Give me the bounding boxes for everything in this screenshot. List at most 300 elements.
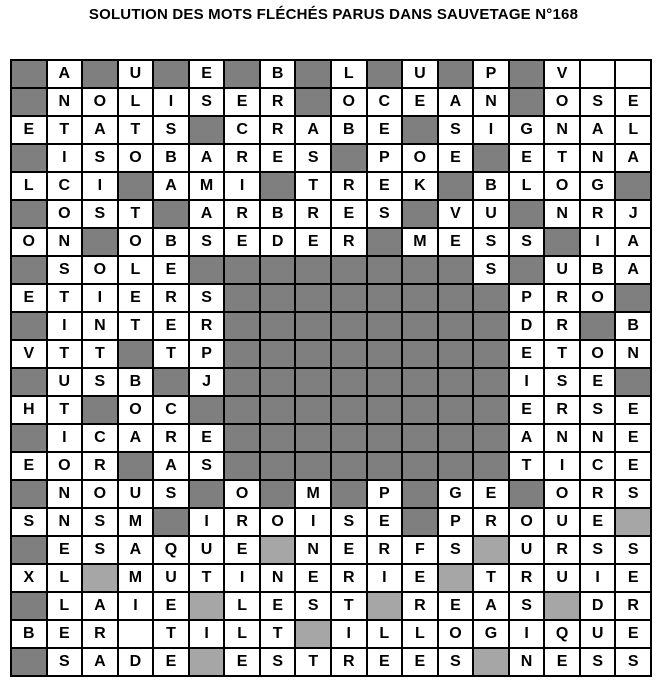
grid-cell-letter: A	[510, 425, 546, 453]
grid-cell-letter: S	[439, 117, 475, 145]
grid-cell-letter: N	[48, 481, 84, 509]
grid-cell-letter: T	[119, 117, 155, 145]
grid-cell-black	[12, 425, 48, 453]
grid-cell-black	[474, 397, 510, 425]
grid-cell-black	[296, 341, 332, 369]
grid-cell-black	[332, 257, 368, 285]
grid-cell-black	[439, 285, 475, 313]
grid-cell-letter: T	[474, 565, 510, 593]
grid-cell-black	[439, 425, 475, 453]
grid-cell-black	[332, 369, 368, 397]
grid-cell-letter: S	[261, 649, 297, 677]
grid-cell-empty	[616, 61, 652, 89]
crossword-grid	[10, 59, 652, 677]
grid-cell-letter: L	[48, 565, 84, 593]
grid-cell-black	[474, 453, 510, 481]
grid-cell-letter: E	[403, 565, 439, 593]
grid-cell-letter: O	[119, 145, 155, 173]
grid-cell-black	[403, 313, 439, 341]
grid-cell-letter: B	[332, 117, 368, 145]
grid-cell-letter: O	[83, 89, 119, 117]
grid-cell-letter: N	[545, 201, 581, 229]
grid-cell-letter: S	[616, 481, 652, 509]
grid-cell-letter: B	[581, 257, 617, 285]
grid-cell-letter: N	[545, 425, 581, 453]
grid-cell-letter: N	[581, 425, 617, 453]
grid-cell-letter: E	[12, 453, 48, 481]
grid-cell-letter: B	[261, 201, 297, 229]
grid-cell-letter: U	[545, 257, 581, 285]
grid-cell-black	[403, 257, 439, 285]
grid-cell-letter: O	[83, 481, 119, 509]
grid-cell-black	[261, 257, 297, 285]
grid-cell-black	[474, 425, 510, 453]
grid-cell-letter: R	[190, 313, 226, 341]
grid-cell-black	[368, 285, 404, 313]
grid-cell-letter: E	[616, 397, 652, 425]
grid-cell-black	[545, 229, 581, 257]
grid-cell-black	[332, 481, 368, 509]
grid-cell-letter: T	[48, 341, 84, 369]
grid-cell-letter: I	[332, 621, 368, 649]
grid-cell-letter: B	[474, 173, 510, 201]
grid-cell-letter: I	[510, 621, 546, 649]
grid-cell-letter: R	[403, 593, 439, 621]
grid-cell-letter: G	[510, 117, 546, 145]
grid-cell-black	[225, 425, 261, 453]
grid-cell-letter: U	[581, 621, 617, 649]
grid-cell-letter: N	[261, 565, 297, 593]
grid-cell-black	[616, 285, 652, 313]
grid-cell-black	[12, 313, 48, 341]
grid-cell-letter: N	[616, 341, 652, 369]
grid-cell-gray	[439, 565, 475, 593]
grid-cell-letter: M	[119, 509, 155, 537]
grid-cell-letter: R	[545, 313, 581, 341]
grid-cell-letter: E	[439, 593, 475, 621]
grid-cell-letter: A	[616, 145, 652, 173]
grid-cell-letter: I	[190, 621, 226, 649]
grid-cell-letter: T	[545, 145, 581, 173]
grid-cell-black	[225, 453, 261, 481]
grid-cell-black	[225, 257, 261, 285]
grid-cell-letter: O	[545, 481, 581, 509]
grid-cell-black	[439, 453, 475, 481]
grid-cell-letter: T	[119, 201, 155, 229]
grid-cell-letter: A	[190, 201, 226, 229]
grid-cell-black	[225, 61, 261, 89]
grid-cell-black	[332, 285, 368, 313]
grid-cell-letter: P	[368, 481, 404, 509]
grid-cell-letter: S	[83, 537, 119, 565]
grid-cell-letter: L	[48, 593, 84, 621]
grid-cell-letter: I	[296, 509, 332, 537]
grid-cell-letter: R	[225, 201, 261, 229]
grid-cell-black	[154, 61, 190, 89]
grid-cell-letter: E	[154, 593, 190, 621]
grid-cell-black	[296, 257, 332, 285]
grid-cell-gray	[190, 649, 226, 677]
grid-cell-black	[403, 425, 439, 453]
grid-cell-black	[510, 257, 546, 285]
grid-cell-letter: I	[154, 89, 190, 117]
grid-cell-letter: N	[48, 229, 84, 257]
grid-cell-black	[261, 285, 297, 313]
grid-cell-letter: A	[48, 61, 84, 89]
grid-cell-letter: N	[48, 509, 84, 537]
grid-cell-letter: L	[225, 621, 261, 649]
grid-cell-letter: L	[510, 173, 546, 201]
grid-cell-letter: O	[332, 89, 368, 117]
grid-cell-letter: E	[154, 257, 190, 285]
grid-cell-letter: S	[296, 593, 332, 621]
grid-cell-black	[439, 61, 475, 89]
grid-cell-letter: U	[190, 537, 226, 565]
grid-cell-black	[368, 229, 404, 257]
grid-cell-letter: E	[261, 145, 297, 173]
grid-cell-letter: S	[439, 537, 475, 565]
grid-cell-letter: E	[154, 649, 190, 677]
grid-cell-letter: S	[190, 285, 226, 313]
grid-cell-letter: R	[83, 621, 119, 649]
grid-cell-letter: N	[48, 89, 84, 117]
grid-cell-letter: L	[332, 61, 368, 89]
grid-cell-letter: N	[581, 145, 617, 173]
grid-cell-black	[403, 453, 439, 481]
grid-cell-letter: C	[154, 397, 190, 425]
grid-cell-black	[119, 341, 155, 369]
grid-cell-letter: E	[225, 229, 261, 257]
grid-cell-letter: S	[581, 397, 617, 425]
grid-cell-black	[12, 481, 48, 509]
grid-cell-black	[403, 285, 439, 313]
grid-cell-black	[581, 313, 617, 341]
grid-cell-letter: D	[119, 649, 155, 677]
grid-cell-letter: S	[581, 89, 617, 117]
grid-cell-black	[225, 397, 261, 425]
grid-cell-letter: E	[12, 285, 48, 313]
grid-cell-letter: E	[225, 537, 261, 565]
grid-cell-letter: M	[403, 229, 439, 257]
grid-cell-letter: A	[154, 453, 190, 481]
grid-cell-letter: I	[83, 285, 119, 313]
grid-cell-letter: I	[190, 509, 226, 537]
grid-cell-letter: E	[616, 89, 652, 117]
grid-cell-letter: R	[83, 453, 119, 481]
grid-cell-black	[12, 201, 48, 229]
grid-cell-letter: M	[190, 173, 226, 201]
grid-cell-letter: O	[119, 397, 155, 425]
grid-cell-black	[12, 649, 48, 677]
grid-cell-letter: K	[403, 173, 439, 201]
grid-cell-letter: O	[439, 621, 475, 649]
page-title: SOLUTION DES MOTS FLÉCHÉS PARUS DANS SAUVETAGE N°168	[88, 6, 579, 23]
grid-cell-letter: B	[154, 229, 190, 257]
grid-cell-letter: N	[474, 89, 510, 117]
grid-cell-letter: T	[332, 593, 368, 621]
grid-cell-black	[296, 61, 332, 89]
grid-cell-black	[403, 397, 439, 425]
grid-cell-black	[154, 201, 190, 229]
grid-cell-letter: U	[510, 537, 546, 565]
grid-cell-letter: E	[581, 369, 617, 397]
grid-cell-letter: E	[190, 425, 226, 453]
grid-cell-letter: C	[368, 89, 404, 117]
grid-cell-letter: S	[616, 537, 652, 565]
grid-cell-letter: T	[296, 173, 332, 201]
grid-cell-letter: M	[296, 481, 332, 509]
grid-cell-letter: S	[581, 537, 617, 565]
grid-cell-black	[403, 369, 439, 397]
grid-cell-black	[510, 201, 546, 229]
grid-cell-letter: U	[474, 201, 510, 229]
grid-cell-letter: E	[545, 649, 581, 677]
grid-cell-letter: A	[616, 257, 652, 285]
grid-cell-letter: S	[83, 369, 119, 397]
grid-cell-letter: J	[190, 369, 226, 397]
grid-cell-black	[261, 313, 297, 341]
grid-cell-black	[296, 313, 332, 341]
grid-cell-letter: H	[12, 397, 48, 425]
grid-cell-letter: S	[616, 649, 652, 677]
grid-cell-letter: O	[581, 341, 617, 369]
grid-cell-letter: L	[368, 621, 404, 649]
grid-cell-letter: R	[510, 565, 546, 593]
grid-cell-black	[439, 173, 475, 201]
grid-cell-letter: B	[261, 61, 297, 89]
grid-cell-letter: O	[510, 509, 546, 537]
grid-cell-letter: T	[261, 621, 297, 649]
grid-cell-letter: C	[225, 117, 261, 145]
grid-cell-letter: R	[296, 201, 332, 229]
grid-cell-letter: B	[119, 369, 155, 397]
grid-cell-black	[119, 453, 155, 481]
grid-cell-black	[403, 509, 439, 537]
grid-cell-letter: E	[403, 649, 439, 677]
grid-cell-letter: I	[545, 453, 581, 481]
grid-cell-black	[368, 397, 404, 425]
grid-cell-black	[403, 481, 439, 509]
grid-cell-letter: I	[119, 593, 155, 621]
grid-cell-letter: A	[83, 117, 119, 145]
grid-cell-letter: R	[225, 145, 261, 173]
grid-cell-letter: A	[474, 593, 510, 621]
grid-cell-empty	[119, 621, 155, 649]
grid-cell-letter: F	[403, 537, 439, 565]
grid-cell-letter: R	[261, 89, 297, 117]
grid-cell-black	[474, 285, 510, 313]
grid-cell-black	[403, 341, 439, 369]
grid-cell-letter: O	[119, 229, 155, 257]
grid-cell-black	[12, 257, 48, 285]
grid-cell-letter: M	[119, 565, 155, 593]
grid-cell-letter: T	[545, 341, 581, 369]
grid-cell-letter: S	[510, 229, 546, 257]
grid-cell-letter: I	[510, 369, 546, 397]
grid-cell-letter: S	[474, 257, 510, 285]
grid-cell-letter: R	[154, 425, 190, 453]
grid-cell-letter: S	[83, 145, 119, 173]
grid-cell-black	[12, 593, 48, 621]
grid-cell-letter: P	[190, 341, 226, 369]
grid-cell-black	[510, 61, 546, 89]
grid-cell-letter: R	[581, 481, 617, 509]
grid-cell-letter: S	[83, 201, 119, 229]
grid-cell-letter: O	[48, 201, 84, 229]
grid-cell-letter: Q	[545, 621, 581, 649]
grid-cell-black	[261, 397, 297, 425]
grid-cell-letter: Q	[154, 537, 190, 565]
grid-cell-letter: E	[119, 285, 155, 313]
grid-cell-letter: C	[581, 453, 617, 481]
grid-cell-black	[439, 369, 475, 397]
grid-cell-letter: I	[368, 565, 404, 593]
grid-cell-letter: E	[368, 173, 404, 201]
grid-cell-black	[368, 313, 404, 341]
grid-cell-black	[510, 481, 546, 509]
grid-cell-black	[368, 425, 404, 453]
grid-cell-letter: S	[48, 257, 84, 285]
grid-cell-letter: T	[83, 341, 119, 369]
grid-cell-letter: R	[474, 509, 510, 537]
grid-cell-black	[261, 369, 297, 397]
grid-cell-gray	[368, 593, 404, 621]
grid-cell-letter: A	[581, 117, 617, 145]
grid-cell-letter: A	[616, 229, 652, 257]
grid-cell-letter: E	[403, 89, 439, 117]
grid-cell-black	[261, 481, 297, 509]
grid-cell-letter: I	[225, 173, 261, 201]
grid-cell-black	[190, 397, 226, 425]
grid-cell-letter: B	[616, 313, 652, 341]
grid-cell-letter: E	[616, 453, 652, 481]
grid-cell-letter: R	[225, 509, 261, 537]
grid-cell-black	[261, 341, 297, 369]
grid-cell-letter: E	[225, 649, 261, 677]
grid-cell-letter: A	[190, 145, 226, 173]
grid-cell-letter: V	[545, 61, 581, 89]
grid-cell-letter: O	[545, 173, 581, 201]
grid-cell-letter: U	[154, 565, 190, 593]
grid-cell-letter: A	[296, 117, 332, 145]
grid-cell-letter: E	[581, 509, 617, 537]
grid-cell-letter: D	[581, 593, 617, 621]
grid-cell-gray	[83, 565, 119, 593]
grid-cell-letter: A	[439, 89, 475, 117]
grid-cell-letter: E	[368, 649, 404, 677]
grid-cell-black	[474, 145, 510, 173]
grid-cell-letter: B	[154, 145, 190, 173]
grid-cell-letter: E	[296, 229, 332, 257]
grid-cell-letter: E	[154, 313, 190, 341]
grid-cell-letter: O	[403, 145, 439, 173]
grid-cell-black	[296, 369, 332, 397]
grid-cell-letter: U	[545, 565, 581, 593]
grid-cell-letter: L	[12, 173, 48, 201]
grid-cell-letter: S	[368, 201, 404, 229]
grid-cell-black	[154, 369, 190, 397]
grid-cell-letter: A	[154, 173, 190, 201]
grid-cell-letter: L	[119, 89, 155, 117]
grid-cell-letter: S	[474, 229, 510, 257]
grid-cell-letter: S	[48, 649, 84, 677]
grid-cell-black	[296, 453, 332, 481]
grid-cell-letter: E	[616, 425, 652, 453]
grid-cell-letter: E	[368, 117, 404, 145]
grid-cell-letter: O	[83, 257, 119, 285]
grid-cell-letter: L	[616, 117, 652, 145]
grid-cell-letter: L	[119, 257, 155, 285]
grid-cell-black	[225, 285, 261, 313]
grid-cell-letter: T	[154, 341, 190, 369]
grid-cell-black	[83, 397, 119, 425]
grid-cell-gray	[296, 621, 332, 649]
grid-cell-letter: T	[154, 621, 190, 649]
grid-cell-black	[190, 481, 226, 509]
grid-cell-letter: P	[368, 145, 404, 173]
grid-cell-letter: T	[48, 285, 84, 313]
grid-cell-letter: R	[368, 537, 404, 565]
grid-cell-black	[616, 173, 652, 201]
grid-cell-letter: I	[581, 229, 617, 257]
grid-cell-letter: S	[510, 593, 546, 621]
grid-cell-letter: I	[83, 173, 119, 201]
grid-cell-letter: E	[332, 201, 368, 229]
grid-cell-letter: C	[83, 425, 119, 453]
grid-cell-black	[12, 369, 48, 397]
grid-cell-letter: E	[261, 593, 297, 621]
grid-cell-black	[83, 61, 119, 89]
grid-cell-black	[616, 369, 652, 397]
grid-cell-black	[296, 397, 332, 425]
grid-cell-black	[332, 453, 368, 481]
grid-cell-empty	[581, 61, 617, 89]
grid-cell-black	[154, 509, 190, 537]
grid-cell-black	[474, 341, 510, 369]
grid-cell-letter: O	[545, 89, 581, 117]
grid-cell-letter: S	[190, 89, 226, 117]
grid-cell-letter: U	[403, 61, 439, 89]
grid-cell-letter: R	[616, 593, 652, 621]
grid-cell-black	[83, 229, 119, 257]
grid-cell-letter: G	[474, 621, 510, 649]
grid-cell-letter: R	[332, 173, 368, 201]
grid-cell-letter: S	[581, 649, 617, 677]
grid-cell-black	[439, 313, 475, 341]
grid-cell-letter: R	[261, 117, 297, 145]
grid-cell-letter: E	[616, 565, 652, 593]
grid-cell-letter: E	[225, 89, 261, 117]
grid-cell-letter: U	[119, 61, 155, 89]
grid-cell-letter: R	[545, 397, 581, 425]
grid-cell-black	[296, 89, 332, 117]
grid-cell-letter: E	[510, 397, 546, 425]
grid-cell-letter: E	[48, 621, 84, 649]
grid-cell-letter: E	[48, 537, 84, 565]
grid-cell-letter: N	[545, 117, 581, 145]
grid-cell-black	[296, 285, 332, 313]
grid-cell-letter: S	[190, 453, 226, 481]
grid-cell-letter: E	[439, 229, 475, 257]
grid-cell-black	[225, 313, 261, 341]
grid-cell-letter: E	[474, 481, 510, 509]
grid-cell-black	[474, 369, 510, 397]
grid-cell-letter: L	[225, 593, 261, 621]
grid-cell-letter: I	[225, 565, 261, 593]
grid-cell-black	[368, 341, 404, 369]
grid-cell-letter: G	[439, 481, 475, 509]
grid-cell-black	[439, 397, 475, 425]
